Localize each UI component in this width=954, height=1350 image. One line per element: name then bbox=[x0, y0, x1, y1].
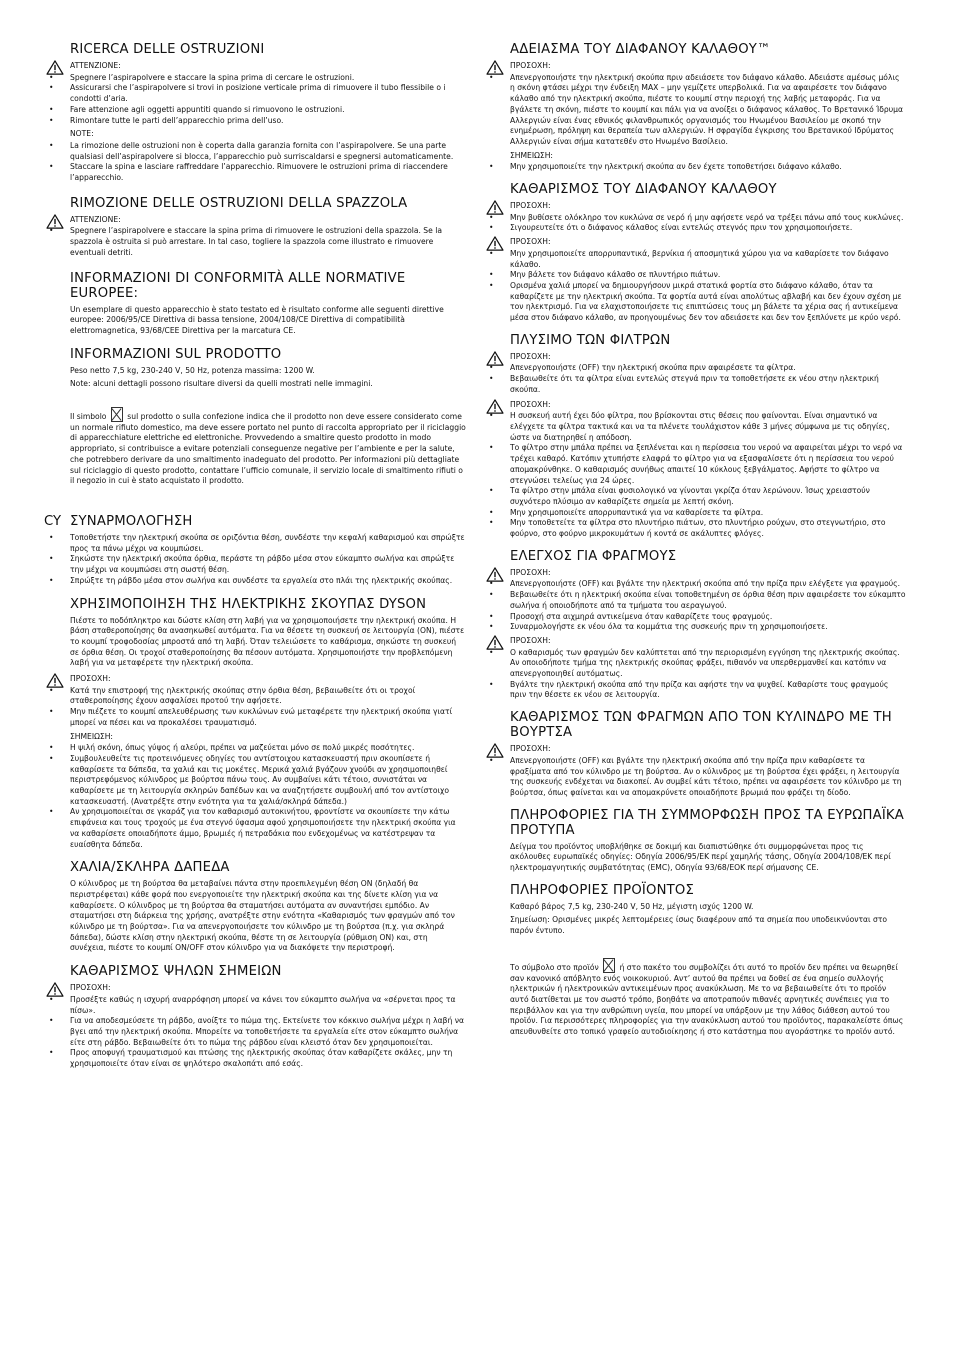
paragraph: Καθαρό βάρος 7,5 kg, 230-240 V, 50 Hz, μέγιστη ισχύς 1200 W. bbox=[510, 901, 754, 911]
section-synarmologisi bbox=[44, 513, 466, 587]
bullet-list bbox=[488, 363, 906, 395]
paragraph: Δείγμα του προϊόντος υποβλήθηκε σε δοκιμή και διαπιστώθηκε ότι συμμορφώνεται προς τις ακόλουθες ευρωπαϊκές οδηγίες: Οδηγία 2006/95/ΕΚ περί χαμηλής τάσης, Οδηγία 2004/108/ΕΚ περί ηλεκτρομαγνητικής συμβατότητας (EMC), Οδηγία 93/68/ΕΟΚ περί σήμανσης CE. bbox=[510, 841, 891, 873]
section-title: RIMOZIONE DELLE OSTRUZIONI DELLA SPAZZOLA bbox=[70, 195, 408, 211]
list-item: • Assicurarsi che l’aspirapolvere si trovi in posizione verticale prima di rimuovere il tubo flessibile o i condotti d’aria. bbox=[48, 83, 466, 104]
list-item: • La rimozione delle ostruzioni non è coperta dalla garanzia fornita con l’aspirapolvere. Se una parte qualsiasi dell’aspirapolvere si blocca, l’apparecchio può surriscaldarsi e spegnersi automaticamente. bbox=[48, 141, 466, 162]
section-title: RICERCA DELLE OSTRUZIONI bbox=[70, 42, 265, 57]
list-item: • Ο καθαρισμός των φραγμών δεν καλύπτεται από την περιορισμένη εγγύηση της ηλεκτρικής σκούπας. Αν οποιοδήποτε τμήμα της ηλεκτρικής σκούπας φράξει, πιθανόν να υπερθερμανθεί και κατόπιν να απενεργοποιηθεί αυτόματως. bbox=[488, 648, 906, 680]
warning-label: ΠΡΟΣΟΧΗ: bbox=[70, 674, 111, 684]
section-title: ΧΑΛΙΑ/ΣΚΛΗΡΑ ΔΑΠΕΔΑ bbox=[70, 860, 230, 876]
section-katharismos-kylindrou bbox=[488, 710, 906, 799]
list-item: • Το φίλτρο στην μπάλα πρέπει να ξεπλένεται και η περίσσεια του νερού να αφαιρείται μέχρι το νερό να τρέχει καθαρό. Κατόπιν χτυπήστε ελαφρά το φίλτρο για να εξασφαλίσετε ότι η περίσσεια του νερού απομακρύνθηκε. Ο καθαρισμός συνήθως απαιτεί 10 κύκλους ξεβγάλματος. Αφήστε το φίλτρο να στεγνώσει τελείως για 24 ώρες. bbox=[488, 443, 906, 486]
note-label: NOTE: bbox=[70, 129, 94, 139]
list-item: • Spegnere l’aspirapolvere e staccare la spina prima di cercare le ostruzioni. bbox=[48, 73, 466, 84]
text-fragment: Il simbolo bbox=[70, 412, 107, 422]
section-adeiasma-kalathou bbox=[488, 42, 906, 173]
bullet-list bbox=[488, 411, 906, 539]
note-label: ΣΗΜΕΙΩΣΗ: bbox=[510, 150, 553, 160]
list-item: • Προς αποφυγή τραυματισμού και πτώσης της ηλεκτρικής σκούπας όταν καθαρίζετε σκάλες, μην τη χρησιμοποιείτε όταν είναι σε ψηλότερο σκαλοπάτι από εσάς. bbox=[48, 1048, 466, 1069]
bullet-list bbox=[488, 162, 906, 173]
section-xalia-daneda bbox=[48, 860, 466, 954]
section-title: ΚΑΘΑΡΙΣΜΟΣ ΨΗΛΩΝ ΣΗΜΕΙΩΝ bbox=[70, 964, 282, 980]
warning-block bbox=[488, 237, 906, 248]
list-item: • Συμβουλευθείτε τις προτεινόμενες οδηγίες του αντίστοιχου κατασκευαστή πριν σκουπίσετε ή καθαρίσετε τα δάπεδα, τα χαλιά και τις μοκέτες. Μερικά χαλιά βγάζουν χνούδι αν χρησιμοποιηθεί περιστρεφόμενος κύλινδρος με βούρτσα πάνω τους. Αν συμβαίνει κάτι τέτοιο, συνιστάται να καθαρίσετε με τη λειτουργία σκληρών δαπέδων και να αναζητήσετε συμβουλή από τον αντίστοιχο κατασκευαστή. (Ανατρέξτε στην ενότητα για τα χαλιά/σκληρά δάπεδα.) bbox=[48, 754, 466, 808]
section-title: ΠΛΥΣΙΜΟ ΤΩΝ ΦΙΛΤΡΩΝ bbox=[510, 332, 671, 348]
section-conformita-ue bbox=[48, 271, 466, 337]
warning-label: ΠΡΟΣΟΧΗ: bbox=[510, 635, 551, 645]
warning-label: ΠΡΟΣΟΧΗ: bbox=[510, 399, 551, 409]
list-item: • Κατά την επιστροφή της ηλεκτρικής σκούπας στην όρθια θέση, βεβαιωθείτε ότι οι τροχοί σταθεροποίησης έχουν ασφαλίσει προτού την αφήσετε. bbox=[48, 686, 466, 707]
bullet-list bbox=[48, 686, 466, 729]
list-item: • Μην χρησιμοποιείτε απορρυπαντικά για να καθαρίσετε τα φίλτρα. bbox=[488, 508, 906, 519]
warning-label: ΠΡΟΣΟΧΗ: bbox=[510, 201, 551, 211]
warning-label: ΠΡΟΣΟΧΗ: bbox=[510, 61, 551, 70]
weee-bin-icon bbox=[603, 958, 615, 973]
list-item: • Rimontare tutte le parti dell’apparecchio prima dell’uso. bbox=[48, 116, 466, 127]
text-fragment: sul prodotto o sulla confezione indica che il prodotto non deve essere considerato come un normale rifiuto domestico, ma deve essere portato nel punto di raccolta appropriato per il riciclaggio di apparecchiature elettriche ed elettroniche. Provvedendo a smaltire questo prodotto in modo appropriato, si contribuisce a evitare potenziali conseguenze negative per l’ambiente e per la salute, che potrebbero derivare da uno smaltimento inadeguato del prodotto. Per informazioni più dettagliate sul riciclaggio di questo prodotto, contattare l’ufficio comunale, il servizio locale di smaltimento rifiuti o il negozio in cui è stato acquistato il prodotto. bbox=[70, 412, 466, 486]
list-item: • Η συσκευή αυτή έχει δύο φίλτρα, που βρίσκονται στις θέσεις που φαίνονται. Είναι σημαντικό να ελέγχετε τα φίλτρα τακτικά και να τα πλένετε τουλάχιστον κάθε 3 μήνες σύμφωνα με τις οδηγίες, ώστε να διατηρηθεί η απόδοση. bbox=[488, 411, 906, 443]
section-title: INFORMAZIONI SUL PRODOTTO bbox=[70, 346, 282, 362]
warning-block bbox=[488, 352, 906, 363]
warning-label: ΠΡΟΣΟΧΗ: bbox=[70, 983, 111, 993]
warning-label: ΠΡΟΣΟΧΗ: bbox=[510, 567, 551, 577]
section-rimozione-spazzola bbox=[48, 196, 466, 259]
section-informazioni-prodotto bbox=[48, 347, 466, 487]
list-item: • Βεβαιωθείτε ότι τα φίλτρα είναι εντελώς στεγνά πριν τα τοποθετήσετε εκ νέου στην ηλεκτρική σκούπα. bbox=[488, 374, 906, 395]
bullet-list bbox=[48, 743, 466, 850]
right-column bbox=[488, 42, 906, 1041]
section-title: ΑΔΕΙΑΣΜΑ ΤΟΥ ΔΙΑΦΑΝΟΥ ΚΑΛΑΘΟΥ™ bbox=[510, 42, 771, 57]
warning-block bbox=[488, 744, 906, 755]
warning-block bbox=[488, 201, 906, 212]
list-item: • Απενεργοποιήστε (OFF) την ηλεκτρική σκούπα πριν αφαιρέσετε τα φίλτρα. bbox=[488, 363, 906, 374]
list-item: • Μην τοποθετείτε τα φίλτρα στο πλυντήριο πιάτων, στο πλυντήριο ρούχων, στο στεγνωτήριο, στο φούρνο, στο φούρνο μικροκυμάτων ή κοντά σε ακάλυπτες φλόγες. bbox=[488, 518, 906, 539]
bullet-list bbox=[488, 648, 906, 702]
list-item: • Fare attenzione agli oggetti appuntiti quando si rimuovono le ostruzioni. bbox=[48, 105, 466, 116]
section-ricerca-ostruzioni bbox=[48, 42, 466, 184]
list-item: • Προσοχή στα αιχμηρά αντικείμενα όταν καθαρίζετε τους φραγμούς. bbox=[488, 612, 906, 623]
list-item: • Αν χρησιμοποιείται σε γκαράζ για τον καθαρισμό αυτοκινήτου, φροντίστε να σκουπίσετε την κάτω επιφάνεια και τους τροχούς με ένα στεγνό ύφασμα αφού χρησιμοποιήσετε την ηλεκτρική σκούπα για να καθαρίσετε οποιαδήποτε άμμο, βρωμιές ή πετραδάκια που ενδεχομένως να κατέστρεψαν τα ευαίσθητα δάπεδα. bbox=[48, 807, 466, 850]
warning-block bbox=[488, 400, 906, 411]
section-katharismos-kalathou bbox=[488, 182, 906, 324]
warning-label: ATTENZIONE: bbox=[70, 61, 121, 70]
list-item: • Μην βυθίσετε ολόκληρο τον κυκλώνα σε νερό ή μην αφήσετε νερό να τρέξει πάνω από τους κυκλώνες. bbox=[488, 213, 906, 224]
weee-paragraph bbox=[70, 407, 466, 487]
list-item: • Βεβαιωθείτε ότι η ηλεκτρική σκούπα είναι τοποθετημένη σε όρθια θέση πριν αφαιρέσετε τον εύκαμπτο σωλήνα ή οποιοδήποτε από τα τμήματα του αεραγωγού. bbox=[488, 590, 906, 611]
bullet-list bbox=[488, 213, 906, 234]
section-title: ΠΛΗΡΟΦΟΡΙΕΣ ΓΙΑ ΤΗ ΣΥΜΜΟΡΦΩΣΗ ΠΡΟΣ ΤΑ ΕΥΡΩΠΑΪΚΑ ΠΡΟΤΥΠΑ bbox=[510, 807, 904, 838]
section-katharismos-psilon bbox=[48, 964, 466, 1070]
bullet-list bbox=[488, 579, 906, 633]
section-plysimo-filtron bbox=[488, 333, 906, 540]
paragraph: Πιέστε το ποδόπληκτρο και δώστε κλίση στη λαβή για να χρησιμοποιήσετε την ηλεκτρική σκούπα. Η βάση σταθεροποίησης θα ανασηκωθεί αυτόματα. Για να θέσετε τη συσκευή σε λειτουργία (ON), πιέστε το κουμπί τροφοδοσίας μπροστά από τη λαβή. Όταν τελειώσετε το καθάρισμα, σηκώστε τη συσκευή σε όρθια θέση. Οι τροχοί σταθεροποίησης θα πέσουν αυτόματα. Χρησιμοποιήστε την προβλεπόμενη λαβή για να μεταφέρετε την ηλεκτρική σκούπα. bbox=[70, 615, 465, 668]
list-item: • Σιγουρευτείτε ότι ο διάφανος κάλαθος είναι εντελώς στεγνός πριν τον χρησιμοποιήσετε. bbox=[488, 223, 906, 234]
paragraph: Σημείωση: Ορισμένες μικρές λεπτομέρειες ίσως διαφέρουν από τα σημεία που υποδεικνύονται στο παρόν έντυπο. bbox=[510, 915, 888, 936]
list-item: • Προσέξτε καθώς η ισχυρή αναρρόφηση μπορεί να κάνει τον εύκαμπτο σωλήνα να «σέρνεται προς τα πίσω». bbox=[48, 995, 466, 1016]
warning-block bbox=[488, 636, 906, 647]
bullet-list bbox=[48, 533, 466, 587]
paragraph: Peso netto 7,5 kg, 230-240 V, 50 Hz, potenza massima: 1200 W. bbox=[70, 365, 315, 375]
bullet-list bbox=[488, 756, 906, 799]
section-elegxos-fragmon bbox=[488, 549, 906, 701]
warning-label: ATTENZIONE: bbox=[70, 214, 121, 224]
bullet-list bbox=[48, 226, 466, 258]
bullet-list bbox=[488, 73, 906, 148]
list-item: • Μην χρησιμοποιείτε την ηλεκτρική σκούπα αν δεν έχετε τοποθετήσει διάφανο κάλαθο. bbox=[488, 162, 906, 173]
list-item: • Μην χρησιμοποιείτε απορρυπαντικά, βερνίκια ή αποσμητικά χώρου για να καθαρίσετε τον διάφανο κάλαθο. bbox=[488, 249, 906, 270]
section-title: ΚΑΘΑΡΙΣΜΟΣ ΤΟΥ ΔΙΑΦΑΝΟΥ ΚΑΛΑΘΟΥ bbox=[510, 182, 777, 198]
warning-block bbox=[48, 61, 466, 72]
warning-label: ΠΡΟΣΟΧΗ: bbox=[510, 237, 551, 247]
warning-block bbox=[488, 568, 906, 579]
list-item: • Για να αποδεσμεύσετε τη ράβδο, ανοίξτε το πώμα της. Εκτείνετε τον κόκκινο σωλήνα μέχρι η λαβή να βγει από την ηλεκτρική σκούπα. Μπορείτε να τοποθετήσετε τα εργαλεία είτε στον εύκαμπτο σωλήνα είτε στη ράβδο. Βεβαιωθείτε ότι το πώμα της ράβδου είναι κλειστό όταν δεν χρησιμοποιείται. bbox=[48, 1016, 466, 1048]
section-plirofories-proiontos bbox=[488, 883, 906, 1038]
warning-block bbox=[48, 983, 466, 994]
list-item: • Μην βάλετε τον διάφανο κάλαθο σε πλυντήριο πιάτων. bbox=[488, 270, 906, 281]
weee-paragraph bbox=[510, 958, 906, 1038]
bullet-list bbox=[48, 73, 466, 127]
text-fragment: Το σύμβολο στο προϊόν bbox=[510, 962, 599, 972]
list-item: • Απενεργοποιήστε την ηλεκτρική σκούπα πριν αδειάσετε τον διάφανο κάλαθο. Αδειάστε αμέσως μόλις η σκόνη φτάσει μέχρι την ένδειξη MAX – μην γεμίζετε υπερβολικά. Για να αφαιρέσετε τον διάφανο κάλαθο από την ηλεκτρική σκούπα, πιέστε το κουμπί στην περιοχή της λαβής μεταφοράς. Για να βγάλετε τη σκόνη, πιέστε το κουμπί και πάλι για να ανοίξει ο διάφανος κάλαθος. Το Βρετανικό Ίδρυμα Αλλεργιών είναι ένας εθνικός φιλανθρωπικός οργανισμός του Ηνωμένου Βασιλείου με σκοπό την ενημέρωση, πρόληψη και θεραπεία των αλλεργιών. Η σφραγίδα έγκρισης του Βρετανικού Ιδρύματος Αλλεργιών είναι σήμα κατατεθέν στο Ηνωμένο Βασίλειο. bbox=[488, 73, 906, 148]
warning-block bbox=[488, 61, 906, 72]
section-title: INFORMAZIONI DI CONFORMITÀ ALLE NORMATIVE EUROPEE: bbox=[70, 270, 406, 301]
bullet-list bbox=[488, 249, 906, 324]
list-item: • Απενεργοποιήστε (OFF) και βγάλτε την ηλεκτρική σκούπα από την πρίζα πριν καθαρίσετε τα φραξίματα από τον κύλινδρο με τη βούρτσα. Αν ο κύλινδρος με τη βούρτσα έχει φράξει, η λειτουργία της συσκευής ενδέχεται να διακοπεί. Αν συμβεί κάτι τέτοιο, πρέπει να αφαιρέσετε τον κύλινδρο με τη βούρτσα, όπως φαίνεται και να απομακρύνετε οποιαδήποτε βρωμιά που φράζει τη δίοδο. bbox=[488, 756, 906, 799]
warning-label: ΠΡΟΣΟΧΗ: bbox=[510, 744, 551, 754]
section-title: ΚΑΘΑΡΙΣΜΟΣ ΤΩΝ ΦΡΑΓΜΩΝ ΑΠΟ ΤΟΝ ΚΥΛΙΝΔΡΟ ΜΕ ΤΗ ΒΟΥΡΤΣΑ bbox=[510, 710, 892, 741]
section-symmorfosi-eu bbox=[488, 808, 906, 874]
note-label: ΣΗΜΕΙΩΣΗ: bbox=[70, 731, 113, 741]
list-item: • Staccare la spina e lasciare raffreddare l’apparecchio. Rimuovere le ostruzioni prima di riaccendere l’apparecchio. bbox=[48, 162, 466, 183]
list-item: • Spegnere l’aspirapolvere e staccare la spina prima di rimuovere le ostruzioni della spazzola. Se la spazzola è ostruita si può arrestare. In tal caso, togliere la spazzola come illustrato e rimuovere eventuali detriti. bbox=[48, 226, 466, 258]
list-item: • Συναρμολογήστε εκ νέου όλα τα κομμάτια της συσκευής πριν τη χρησιμοποιήσετε. bbox=[488, 622, 906, 633]
warning-block bbox=[48, 215, 466, 226]
list-item: • Σηκώστε την ηλεκτρική σκούπα όρθια, περάστε τη ράβδο μέσα στον εύκαμπτο σωλήνα και σπρώξτε την μέχρι να κουμπώσει στη σωστή θέση. bbox=[48, 554, 466, 575]
list-item: • Μην πιέζετε το κουμπί απελευθέρωσης των κυκλώνων ενώ μεταφέρετε την ηλεκτρική σκούπα γιατί μπορεί να πέσει και να προκαλέσει τραυματισμό. bbox=[48, 707, 466, 728]
list-item: • Ορισμένα χαλιά μπορεί να δημιουργήσουν μικρά στατικά φορτία στο διάφανο κάλαθο, όταν τα καθαρίζετε με την ηλεκτρική σκούπα. Τα φορτία αυτά είναι απολύτως αβλαβή και δεν έχουν σχέση με τον ηλεκτρισμό. Για να ελαχιστοποιήσετε τις επιπτώσεις τους μη βάλετε τα χέρια σας ή αντικείμενα μέσα στον διάφανο κάλαθο, αν προηγουμένως δεν τον αδειάσετε και δεν τον ξεπλύνετε με κρύο νερό. bbox=[488, 281, 906, 324]
section-title: ΣΥΝΑΡΜΟΛΟΓΗΣΗ bbox=[70, 513, 193, 529]
language-code: CY bbox=[44, 513, 62, 529]
weee-bin-icon bbox=[111, 407, 123, 422]
section-title: ΠΛΗΡΟΦΟΡΙΕΣ ΠΡΟΪΟΝΤΟΣ bbox=[510, 882, 694, 898]
section-xrisimopoiisi-dyson bbox=[48, 597, 466, 851]
text-fragment: ή στο πακέτο του συμβολίζει ότι αυτό το προϊόν δεν πρέπει να θεωρηθεί σαν κανονικό απόβλητο ενός νοικοκυριού. Αντ’ αυτού θα πρέπει να δοθεί σε ένα σημείο συλλογής ηλεκτρικών ή ηλεκτρονικών αντικειμένων προς ανακύκλωση. Με το να βεβαιωθείτε ότι το προϊόν αυτό διατίθεται με τον σωστό τρόπο, βοηθάτε να αποτραπούν πιθανές αρνητικές συνέπειες για το περιβάλλον και για την ανθρώπινη υγεία, που μπορεί να υπάρξουν με την λάθος διάθεση αυτού του προϊόν. Για περισσότερες πληροφορίες για την ανακύκλωση αυτού του προϊόντος, παρακαλείστε όπως απευθυνθείτε στο τοπικό γραφείο αυτοδιοίκησης ή στο κατάστημα που αγοράστηκε το προϊόν αυτό. bbox=[510, 962, 904, 1037]
list-item: • Απενεργοποιήστε (OFF) και βγάλτε την ηλεκτρική σκούπα από την πρίζα πριν ελέγξετε για φραγμούς. bbox=[488, 579, 906, 590]
list-item: • Βγάλτε την ηλεκτρική σκούπα από την πρίζα και αφήστε την να ψυχθεί. Καθαρίστε τους φραγμούς πριν την θέσετε εκ νέου σε λειτουργία. bbox=[488, 680, 906, 701]
bullet-list bbox=[48, 995, 466, 1070]
paragraph: Note: alcuni dettagli possono risultare diversi da quelli mostrati nelle immagini. bbox=[70, 379, 373, 389]
section-title: ΧΡΗΣΙΜΟΠΟΙΗΣΗ ΤΗΣ ΗΛΕΚΤΡΙΚΗΣ ΣΚΟΥΠΑΣ DYSON bbox=[70, 596, 427, 612]
section-title: ΕΛΕΓΧΟΣ ΓΙΑ ΦΡΑΓΜΟΥΣ bbox=[510, 548, 677, 564]
list-item: • Τα φίλτρο στην μπάλα είναι φυσιολογικό να γίνονται γκρίζα όταν λερώνουν. Ίσως χρειαστούν συχνότερο πλύσιμο αν καθαρίζετε σημεία με λεπτή σκόνη. bbox=[488, 486, 906, 507]
list-item: • Τοποθετήστε την ηλεκτρική σκούπα σε οριζόντια θέση, συνδέστε την κεφαλή καθαρισμού και σπρώξτε προς τα πάνω μέχρι να κουμπώσει. bbox=[48, 533, 466, 554]
warning-label: ΠΡΟΣΟΧΗ: bbox=[510, 351, 551, 361]
left-column bbox=[44, 42, 466, 1073]
warning-block bbox=[48, 674, 466, 685]
list-item: • Η ψιλή σκόνη, όπως γύψος ή αλεύρι, πρέπει να μαζεύεται μόνο σε πολύ μικρές ποσότητες. bbox=[48, 743, 466, 754]
paragraph: Un esemplare di questo apparecchio è stato testato ed è risultato conforme alle seguenti direttive europee: 2006/95/CE Direttiva di bassa tensione, 2004/108/CE Direttiva di compatibilità elettromagnetica, 93/68/CEE Direttiva per la marcatura CE. bbox=[70, 304, 444, 335]
list-item: • Σπρώξτε τη ράβδο μέσα στον σωλήνα και συνδέστε τα εργαλεία στο πλάι της ηλεκτρικής σκούπας. bbox=[48, 576, 466, 587]
paragraph: Ο κύλινδρος με τη βούρτσα θα μεταβαίνει πάντα στην προεπιλεγμένη θέση ON (δηλαδή θα περιστρέφεται) κάθε φορά που ενεργοποιείτε την ηλεκτρική σκούπα και της δίνετε κλίση για να καθαρίσετε. Ο κύλινδρος με τη βούρτσα θα σταματήσει αυτόματα αν συναντήσει εμπόδιο. Αν σταματήσει στη διάρκεια της χρήσης, ανατρέξτε στην ενότητα «Καθαρισμός των φραγμών από τον κύλινδρο με τη βούρτσα». Για να απενεργοποιήσετε τον κύλινδρο με τη βούρτσα (π.χ. για σκληρά δάπεδα), δώστε κλίση στην ηλεκτρική σκούπα, θέστε τη σε λειτουργία (ρύθμιση ON) και, στη συνέχεια, πιέστε το κουμπί ON/OFF στον κύλινδρο για να διακόψετε την περιστροφή. bbox=[70, 879, 455, 953]
bullet-list bbox=[48, 141, 466, 184]
